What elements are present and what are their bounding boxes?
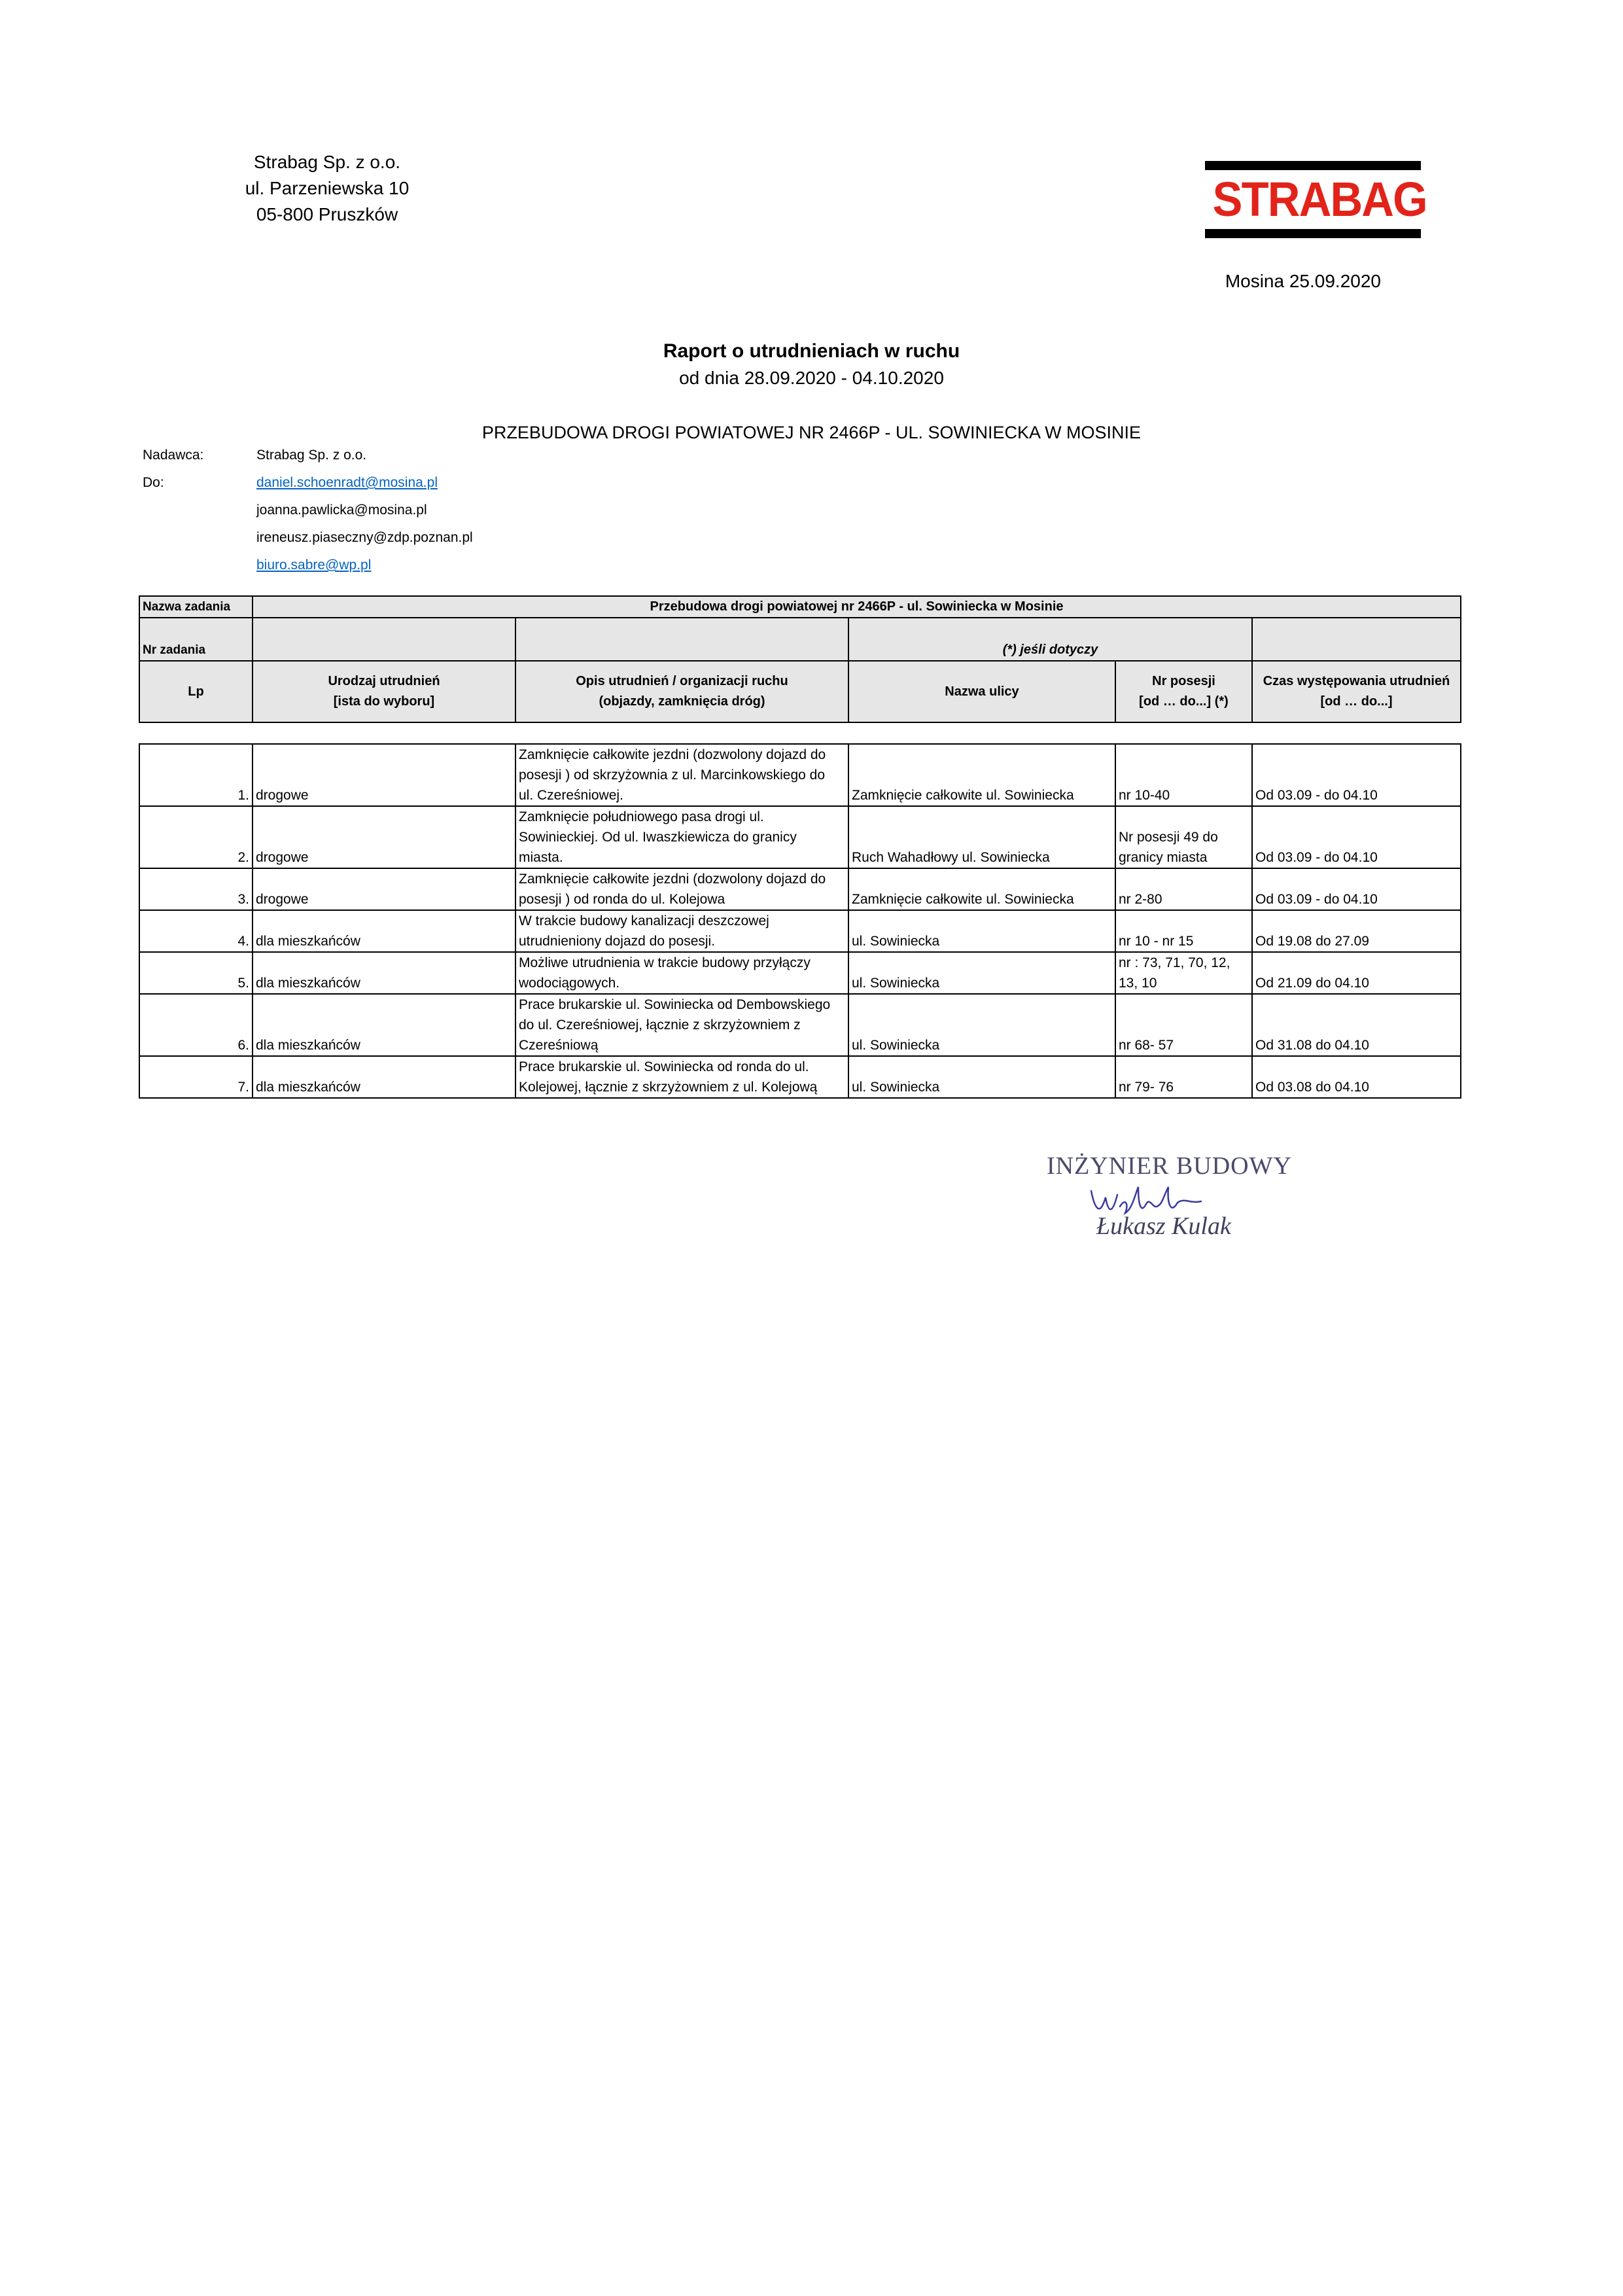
note-if-applicable: (*) jeśli dotyczy (848, 618, 1252, 661)
row-number (139, 1056, 253, 1098)
disruption-time (1252, 868, 1461, 910)
disruption-time-line: Od 03.09 - do 04.10 (1255, 892, 1378, 907)
table-row (139, 1056, 1461, 1098)
place-date: Mosina 25.09.2020 (1225, 271, 1381, 291)
column-header-subtext: [od … do...] (1320, 694, 1393, 709)
report-title: Raport o utrudnieniach w ruchu (663, 340, 960, 362)
disruption-description-line: Zamknięcie całkowite jezdni (dozwolony dojazd do (519, 747, 826, 762)
street-name-line: ul. Sowiniecka (852, 934, 940, 949)
recipient-email-link[interactable]: daniel.schoenradt@mosina.pl (256, 475, 438, 490)
column-header-text: Czas występowania utrudnień (1263, 674, 1450, 688)
site-engineer-stamp (1047, 1152, 1335, 1250)
task-number-cell (515, 618, 848, 661)
disruption-description-line: W trakcie budowy kanalizacji deszczowej (519, 913, 769, 928)
plot-numbers (1115, 744, 1252, 806)
row-number (139, 806, 253, 868)
column-header-street (848, 661, 1115, 722)
disruption-description-line: Możliwe utrudnienia w trakcie budowy przyłączy (519, 955, 811, 970)
report-period: od dnia 28.09.2020 - 04.10.2020 (679, 368, 944, 388)
stamp-name: Łukasz Kulak (1096, 1212, 1231, 1240)
logo-top-bar (1205, 161, 1421, 170)
disruption-type (253, 868, 515, 910)
logo-text: STRABAG (1212, 172, 1427, 226)
disruption-description-line: posesji ) od ronda do ul. Kolejowa (519, 892, 725, 907)
column-header-text: Opis utrudnień / organizacji ruchu (576, 674, 788, 688)
disruption-type (253, 1056, 515, 1098)
street-name (848, 744, 1115, 806)
table-row (139, 994, 1461, 1056)
disruption-description-line: wodociągowych. (519, 976, 620, 991)
plot-numbers-line: nr 68- 57 (1119, 1038, 1174, 1053)
row-number (139, 994, 253, 1056)
column-header-lp (139, 661, 253, 722)
disruption-description (515, 868, 848, 910)
column-header-text: Urodzaj utrudnień (328, 674, 440, 688)
street-name (848, 910, 1115, 952)
disruption-type-line: dla mieszkańców (256, 934, 360, 949)
disruption-description (515, 1056, 848, 1098)
street-name (848, 1056, 1115, 1098)
row-number-line: 7. (237, 1080, 249, 1095)
sender-company: Strabag Sp. z o.o. (253, 152, 401, 172)
column-header-plots (1115, 661, 1252, 722)
plot-numbers-line: nr 2-80 (1119, 892, 1162, 907)
project-name: PRZEBUDOWA DROGI POWIATOWEJ NR 2466P - UL. SOWINIECKA W MOSINIE (481, 423, 1142, 442)
sender-label: Nadawca: (143, 448, 204, 463)
table-row (139, 952, 1461, 994)
street-name (848, 994, 1115, 1056)
row-number-line: 1. (237, 788, 249, 803)
task-name-label: Nazwa zadania (139, 596, 253, 618)
disruption-time-line: Od 31.08 do 04.10 (1255, 1038, 1369, 1053)
row-number (139, 952, 253, 994)
disruption-description-line: do ul. Czereśniowej, łącznie z skrzyżowniem z (519, 1017, 801, 1033)
disruption-time (1252, 952, 1461, 994)
task-number-cell (253, 618, 515, 661)
row-number-line: 6. (237, 1038, 249, 1053)
disruption-time (1252, 910, 1461, 952)
report-header-table (139, 595, 1461, 723)
column-header-row (139, 661, 1461, 722)
disruption-time-line: Od 03.09 - do 04.10 (1255, 788, 1378, 803)
disruption-description (515, 952, 848, 994)
sender-street: ul. Parzeniewska 10 (245, 178, 410, 198)
task-name-row (139, 596, 1461, 618)
sender-value: Strabag Sp. z o.o. (256, 448, 367, 463)
disruption-description (515, 994, 848, 1056)
disruption-time (1252, 744, 1461, 806)
disruption-type-line: drogowe (256, 850, 309, 865)
street-name-line: Zamknięcie całkowite ul. Sowiniecka (852, 892, 1074, 907)
disruption-type (253, 910, 515, 952)
disruption-type (253, 994, 515, 1056)
column-header-text: Lp (188, 684, 204, 699)
disruption-description-line: miasta. (519, 850, 563, 865)
row-number-line: 3. (237, 892, 249, 907)
street-name (848, 806, 1115, 868)
logo-bottom-bar (1205, 229, 1421, 238)
disruption-description (515, 744, 848, 806)
disruption-description-line: Prace brukarskie ul. Sowiniecka od ronda do ul. (519, 1059, 809, 1074)
column-header-subtext: [ista do wyboru] (333, 694, 435, 709)
plot-numbers-line: nr : 73, 71, 70, 12, (1119, 955, 1230, 970)
disruption-time-line: Od 03.09 - do 04.10 (1255, 850, 1378, 865)
task-number-label: Nr zadania (139, 618, 253, 661)
table-row (139, 744, 1461, 806)
stamp-title: INŻYNIER BUDOWY (1047, 1152, 1292, 1180)
disruption-type (253, 806, 515, 868)
disruption-type-line: dla mieszkańców (256, 1080, 360, 1095)
sender-city: 05-800 Pruszków (256, 204, 398, 224)
recipient-email: ireneusz.piaseczny@zdp.poznan.pl (256, 530, 473, 545)
disruption-description-line: Kolejowej, łącznie z skrzyżowniem z ul. Kolejową (519, 1080, 818, 1095)
row-number (139, 868, 253, 910)
disruption-description-line: Sowinieckiej. Od ul. Iwaszkiewicza do granicy (519, 830, 797, 845)
plot-numbers (1115, 806, 1252, 868)
plot-numbers-line: granicy miasta (1119, 850, 1208, 865)
sender-address (196, 149, 458, 228)
row-number-line: 5. (237, 976, 249, 991)
street-name (848, 868, 1115, 910)
disruption-type (253, 952, 515, 994)
plot-numbers-line: nr 79- 76 (1119, 1080, 1174, 1095)
column-header-text: Nr posesji (1152, 674, 1215, 688)
plot-numbers (1115, 868, 1252, 910)
disruption-time (1252, 806, 1461, 868)
plot-numbers-line: 13, 10 (1119, 976, 1157, 991)
row-number-line: 2. (237, 850, 249, 865)
plot-numbers (1115, 910, 1252, 952)
disruption-type-line: drogowe (256, 892, 309, 907)
plot-numbers (1115, 1056, 1252, 1098)
street-name-line: Zamknięcie całkowite ul. Sowiniecka (852, 788, 1074, 803)
table-row (139, 868, 1461, 910)
disruption-description (515, 910, 848, 952)
column-header-text: Nazwa ulicy (945, 684, 1019, 699)
disruption-time-line: Od 21.09 do 04.10 (1255, 976, 1369, 991)
table-row (139, 806, 1461, 868)
disruption-time (1252, 994, 1461, 1056)
row-number (139, 910, 253, 952)
street-name-line: ul. Sowiniecka (852, 1038, 940, 1053)
disruption-type-line: dla mieszkańców (256, 1038, 360, 1053)
table-row (139, 910, 1461, 952)
disruption-time (1252, 1056, 1461, 1098)
plot-numbers-line: Nr posesji 49 do (1119, 830, 1218, 845)
plot-numbers (1115, 994, 1252, 1056)
disruption-type-line: dla mieszkańców (256, 976, 360, 991)
column-header-subtext: (objazdy, zamknięcia dróg) (599, 694, 765, 709)
column-header-time (1252, 661, 1461, 722)
disruption-description-line: Prace brukarskie ul. Sowiniecka od Dembowskiego (519, 997, 831, 1012)
strabag-logo (1205, 161, 1427, 238)
column-header-subtext: [od … do...] (*) (1139, 694, 1229, 709)
plot-numbers (1115, 952, 1252, 994)
street-name-line: ul. Sowiniecka (852, 976, 940, 991)
disruption-description-line: Czereśniową (519, 1038, 599, 1053)
disruption-description (515, 806, 848, 868)
disruption-description-line: ul. Czereśniowej. (519, 788, 623, 803)
column-header-description (515, 661, 848, 722)
recipient-email-link[interactable]: biuro.sabre@wp.pl (256, 557, 372, 573)
disruption-type-line: drogowe (256, 788, 309, 803)
task-number-cell (1252, 618, 1461, 661)
recipient-email: joanna.pawlicka@mosina.pl (256, 503, 427, 518)
row-number (139, 744, 253, 806)
task-name-value: Przebudowa drogi powiatowej nr 2466P - ul. Sowiniecka w Mosinie (253, 596, 1461, 618)
row-number-line: 4. (237, 934, 249, 949)
disruption-time-line: Od 19.08 do 27.09 (1255, 934, 1369, 949)
disruption-description-line: posesji ) od skrzyżownia z ul. Marcinkowskiego do (519, 768, 826, 783)
disruption-time-line: Od 03.08 do 04.10 (1255, 1080, 1369, 1095)
plot-numbers-line: nr 10-40 (1119, 788, 1170, 803)
to-label: Do: (143, 475, 164, 490)
disruption-description-line: Zamknięcie południowego pasa drogi ul. (519, 809, 764, 824)
disruption-description-line: Zamknięcie całkowite jezdni (dozwolony dojazd do (519, 872, 826, 887)
street-name (848, 952, 1115, 994)
disruptions-table (139, 743, 1461, 1099)
column-header-type (253, 661, 515, 722)
task-number-row (139, 618, 1461, 661)
street-name-line: ul. Sowiniecka (852, 1080, 940, 1095)
street-name-line: Ruch Wahadłowy ul. Sowiniecka (852, 850, 1050, 865)
plot-numbers-line: nr 10 - nr 15 (1119, 934, 1194, 949)
disruption-description-line: utrudnieniony dojazd do posesji. (519, 934, 716, 949)
disruption-type (253, 744, 515, 806)
